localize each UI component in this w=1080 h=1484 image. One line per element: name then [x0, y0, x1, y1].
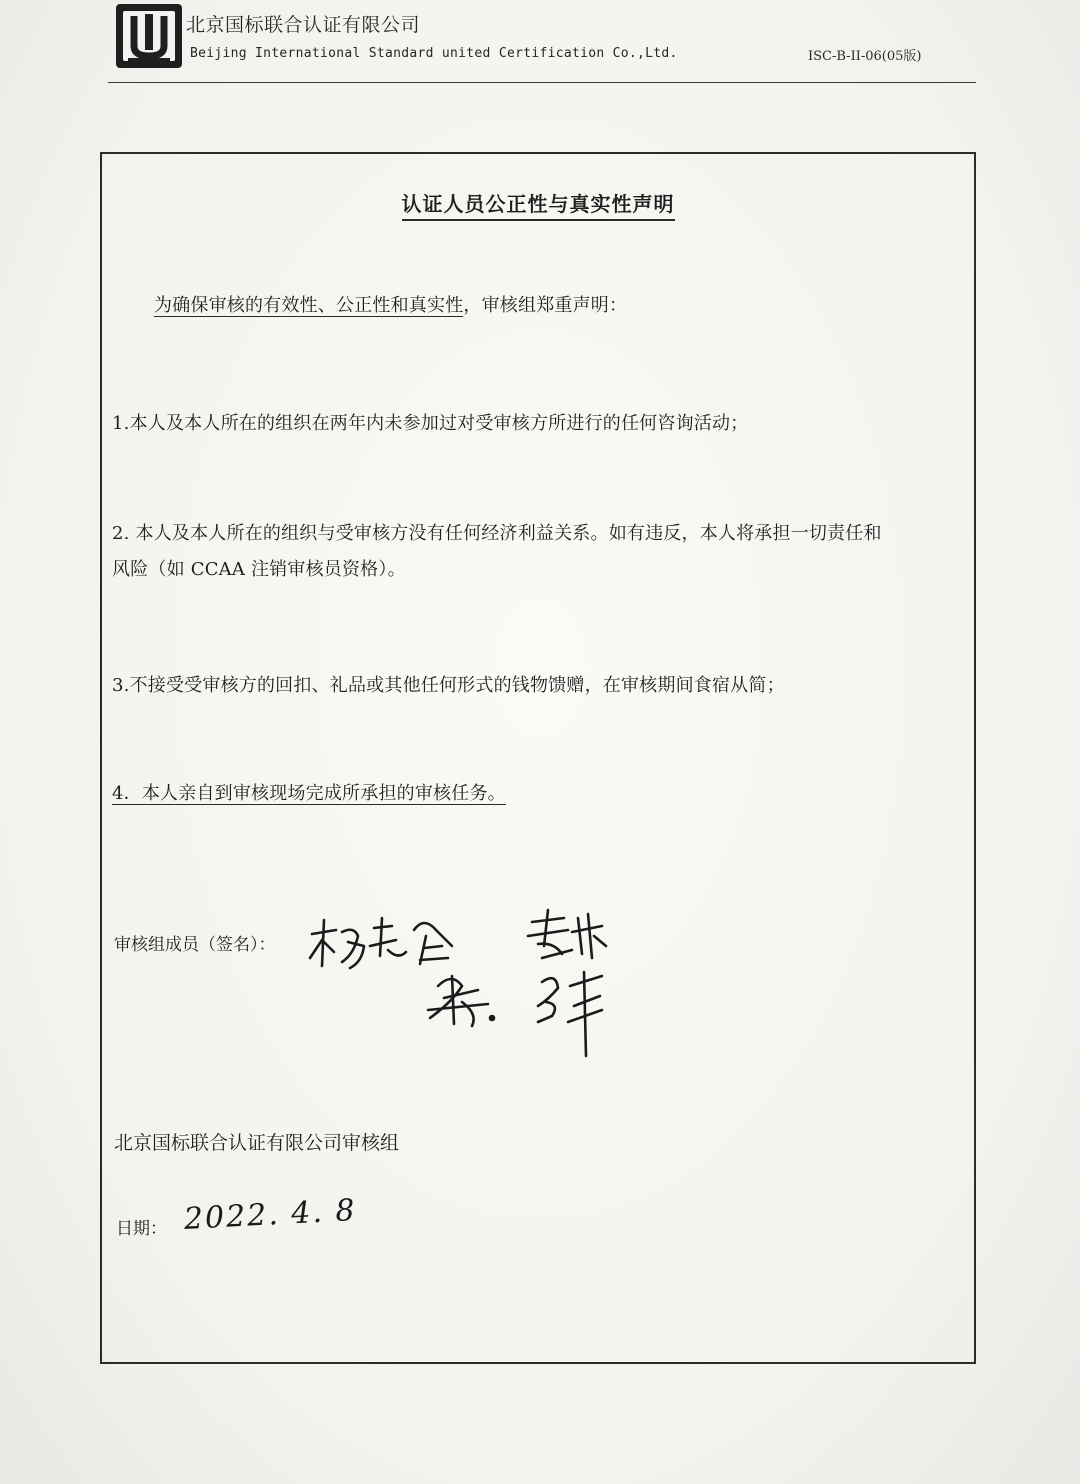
company-logo-icon	[114, 2, 184, 70]
date-label: 日期：	[116, 1219, 167, 1239]
document-code: ISC-B-II-06(05版)	[808, 49, 922, 64]
statement-title	[102, 188, 974, 217]
company-name-en: Beijing International Standard united Certification Co.,Ltd.	[190, 46, 678, 61]
header-divider	[108, 82, 976, 83]
company-name-cn: 北京国标联合认证有限公司	[186, 14, 421, 36]
handwritten-date: 2022. 4. 8	[183, 1192, 358, 1237]
statement-item-4	[112, 776, 968, 812]
intro-rest-text: ，审核组郑重声明：	[463, 295, 628, 316]
statement-box	[100, 152, 976, 1364]
statement-item-2-line-2: 风险（如 CCAA 注销审核员资格）。	[112, 559, 406, 580]
signers-label: 审核组成员（签名）：	[114, 935, 276, 955]
statement-item-1: 1.本人及本人所在的组织在两年内未参加过对受审核方所进行的任何咨询活动；	[112, 413, 749, 434]
statement-item-2	[112, 516, 968, 588]
statement-item-4-text: 4．本人亲自到审核现场完成所承担的审核任务。	[112, 783, 506, 804]
intro-paragraph	[154, 288, 1010, 324]
statement-item-3: 3.不接受受审核方的回扣、礼品或其他任何形式的钱物馈赠，在审核期间食宿从简；	[112, 675, 785, 696]
statement-item-2-line-1: 2. 本人及本人所在的组织与受审核方没有任何经济利益关系。如有违反，本人将承担一切责任和	[112, 523, 882, 544]
audit-team-org-name: 北京国标联合认证有限公司审核组	[114, 1132, 400, 1154]
intro-underlined-text: 为确保审核的有效性、公正性和真实性	[154, 295, 464, 316]
handwritten-signatures	[302, 906, 622, 1096]
statement-title-text: 认证人员公正性与真实性声明	[402, 192, 675, 221]
